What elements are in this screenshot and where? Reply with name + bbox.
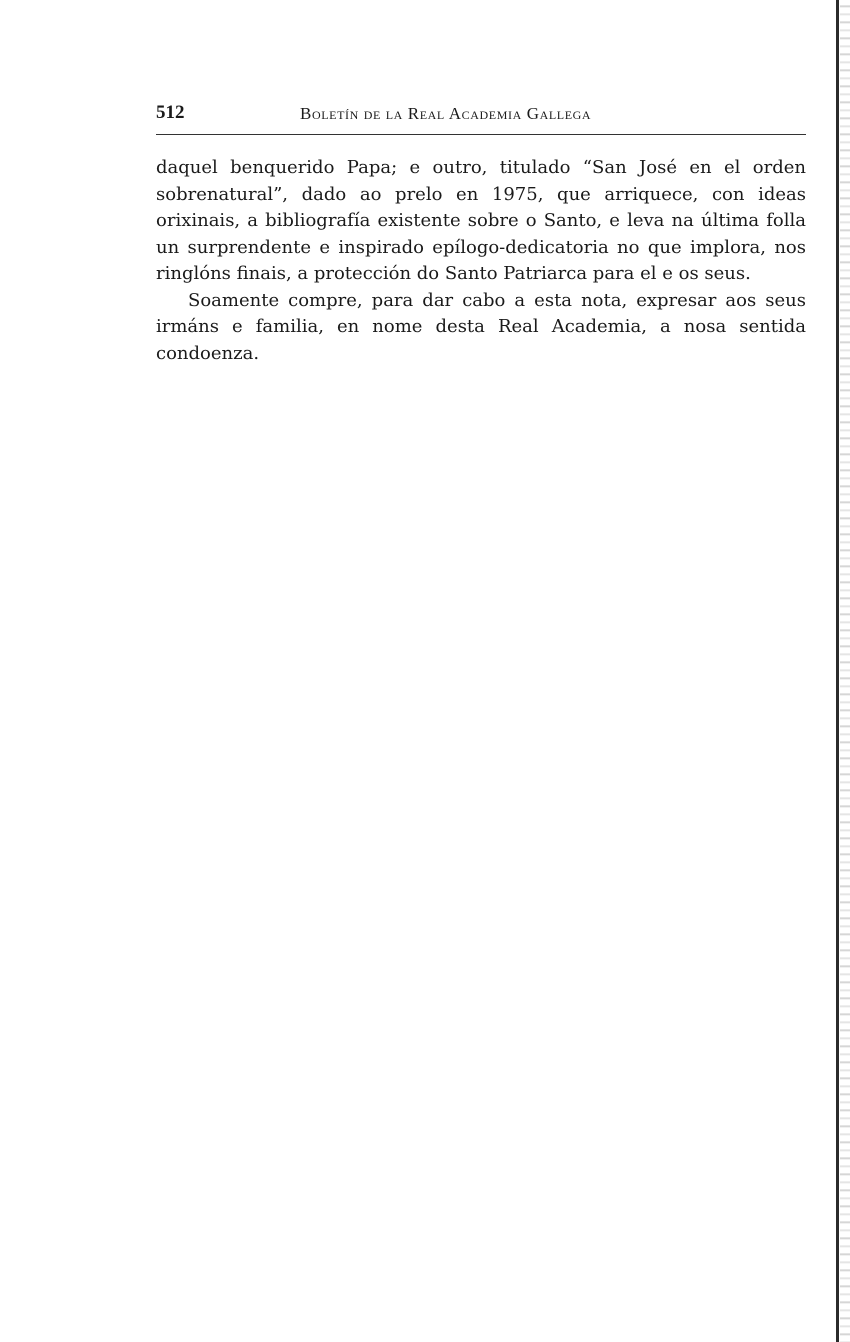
paragraph: Soamente compre, para dar cabo a esta nota, expresar aos seus irmáns e familia, en nome desta Real Academia, a nosa sentida condoenza.: [156, 289, 806, 364]
page-number: 512: [156, 102, 185, 123]
page-header: [156, 100, 806, 135]
paragraph: daquel benquerido Papa; e outro, titulado “San José en el orden sobrenatural”, dado ao prelo en 1975, que arriquece, con ideas orixinais, a bibliografía existente sobre o Santo, e leva na última folla un surprendente e inspirado epílogo-dedicatoria no que implora, nos ringlóns finais, a protección do Santo Patriarca para el e os seus.: [156, 157, 806, 284]
page-edge-line: [836, 0, 839, 1342]
page-edge-shadow: [840, 0, 850, 1342]
body-text: [156, 155, 806, 367]
running-head: Boletín de la Real Academia Gallega: [300, 104, 592, 123]
